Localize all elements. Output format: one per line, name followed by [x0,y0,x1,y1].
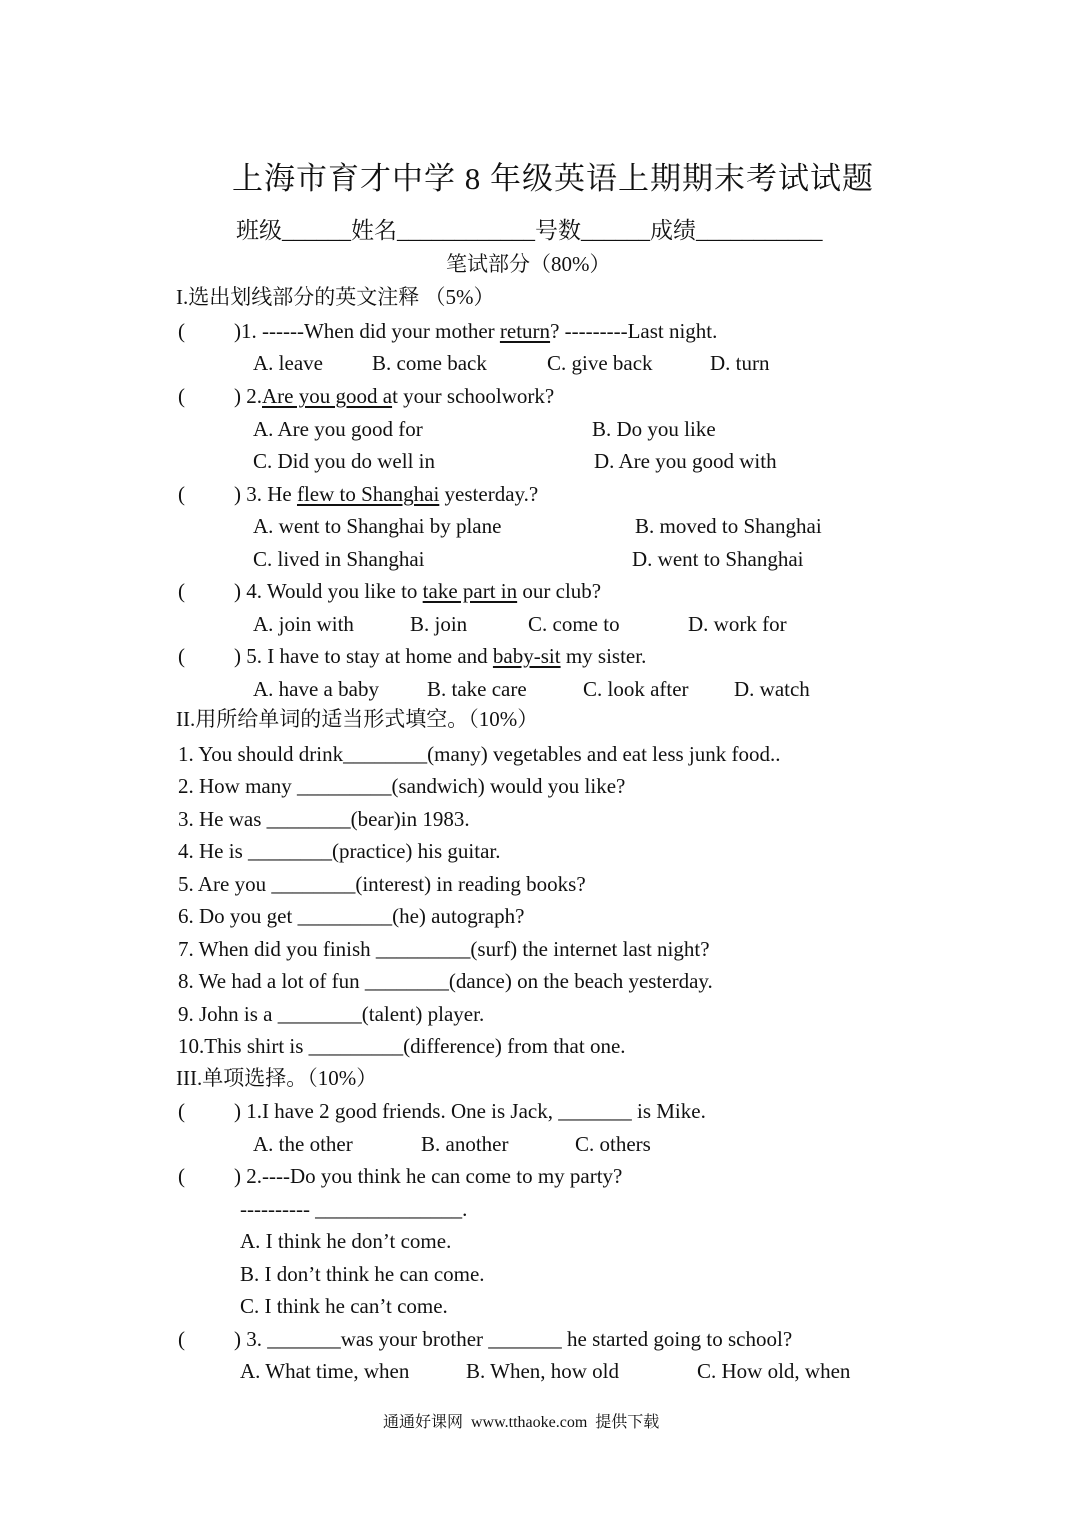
option-b: B. When, how old [466,1359,620,1383]
answer-paren: ( [178,384,185,408]
option-d: D. work for [688,612,787,636]
fill-blank-item: 10.This shirt is _________(difference) from that one. [178,1034,626,1058]
option-a: A. I think he don’t come. [240,1229,452,1253]
answer-paren: ( [178,319,185,343]
option-d: D. went to Shanghai [632,547,804,571]
option-a: A. leave [253,351,323,375]
part3-heading: III.单项选择。（10%） [176,1066,378,1090]
answer-paren: ( [178,1327,185,1351]
footer-source: 通通好课网 www.tthaoke.com 提供下载 [383,1414,660,1431]
underlined-phrase: take part in [422,579,518,603]
option-d: D. watch [734,677,810,701]
answer-paren: ( [178,1099,185,1123]
underlined-phrase: flew to Shanghai [296,482,440,506]
option-a: A. have a baby [253,677,379,701]
question-stem: ) 2.----Do you think he can come to my party? [234,1164,623,1188]
question-stem: )1. ------When did your mother return? ---------Last night. [234,319,718,343]
question-stem: ) 4. Would you like to take part in our club? [234,579,602,603]
option-c: C. look after [583,677,689,701]
option-c: C. others [575,1132,651,1156]
fill-blank-item: 9. John is a ________(talent) player. [178,1002,485,1026]
option-c: C. Did you do well in [253,449,435,473]
option-a: A. join with [253,612,354,636]
underlined-phrase: Are you good a [262,384,393,408]
option-c: C. come to [528,612,620,636]
option-a: A. What time, when [240,1359,410,1383]
option-b: B. I don’t think he can come. [240,1262,485,1286]
option-a: A. went to Shanghai by plane [253,514,502,538]
option-c: C. I think he can’t come. [240,1294,448,1318]
answer-paren: ( [178,644,185,668]
option-c: C. How old, when [697,1359,851,1383]
fill-blank-item: 5. Are you ________(interest) in reading books? [178,872,586,896]
option-d: D. Are you good with [594,449,777,473]
question-stem: ) 2.Are you good at your schoolwork? [234,384,555,408]
section-written-heading: 笔试部分（80%） [446,252,611,276]
option-a: A. the other [253,1132,353,1156]
fill-blank-item: 2. How many _________(sandwich) would you like? [178,774,626,798]
underlined-phrase: baby-sit [492,644,561,668]
option-b: B. moved to Shanghai [635,514,822,538]
question-stem: ) 3. _______was your brother _______ he started going to school? [234,1327,793,1351]
part2-heading: II.用所给单词的适当形式填空。（10%） [176,707,539,731]
fill-blank-item: 7. When did you finish _________(surf) the internet last night? [178,937,710,961]
question-stem: ) 1.I have 2 good friends. One is Jack, _______ is Mike. [234,1099,706,1123]
option-b: B. join [410,612,468,636]
fill-blank-item: 8. We had a lot of fun ________(dance) on the beach yesterday. [178,969,713,993]
class-info-line: 班级______姓名____________号数______成绩___________ [236,218,823,243]
fill-blank-item: 1. You should drink________(many) vegetables and eat less junk food.. [178,742,781,766]
fill-blank-item: 6. Do you get _________(he) autograph? [178,904,525,928]
option-d: D. turn [710,351,770,375]
fill-blank-item: 4. He is ________(practice) his guitar. [178,839,501,863]
option-b: B. Do you like [592,417,716,441]
fill-blank-item: 3. He was ________(bear)in 1983. [178,807,470,831]
answer-paren: ( [178,482,185,506]
option-c: C. give back [547,351,653,375]
option-b: B. come back [372,351,487,375]
part1-heading: I.选出划线部分的英文注释 （5%） [176,285,495,309]
answer-paren: ( [178,579,185,603]
underlined-phrase: return [499,319,551,343]
page-title: 上海市育才中学 8 年级英语上期期末考试试题 [232,161,874,196]
question-stem: ) 3. He flew to Shanghai yesterday.? [234,482,539,506]
option-b: B. take care [427,677,527,701]
option-a: A. Are you good for [253,417,423,441]
reply-blank: ---------- ______________. [240,1197,468,1221]
question-stem: ) 5. I have to stay at home and baby-sit my sister. [234,644,647,668]
option-b: B. another [421,1132,509,1156]
option-c: C. lived in Shanghai [253,547,425,571]
answer-paren: ( [178,1164,185,1188]
